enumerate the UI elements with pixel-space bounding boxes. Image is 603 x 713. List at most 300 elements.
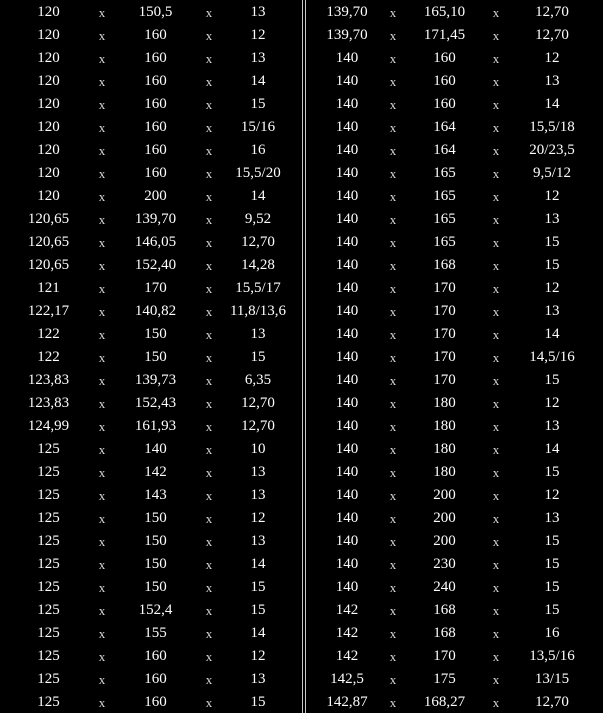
inner-diameter-cell: 120 [37,27,60,43]
table-row [306,70,603,93]
separator-x: x [98,557,106,572]
separator-x: x [98,626,106,641]
width-cell: 15 [250,602,266,618]
width-cell: 14 [250,625,266,641]
width-cell: 13 [250,671,266,687]
separator-x: x [389,465,397,480]
outer-diameter-cell: 165,10 [423,3,466,20]
outer-diameter-cell: 240 [433,579,456,595]
separator-x: x [389,396,397,411]
inner-diameter-cell: 140 [335,280,359,296]
outer-diameter-cell: 171,45 [423,27,466,43]
outer-diameter-cell: 150,5 [138,3,173,20]
table-row [0,645,302,668]
outer-diameter-cell: 140 [144,441,167,457]
separator-x: x [205,419,213,434]
width-cell: 15,5/17 [235,280,281,296]
table-row [306,438,603,461]
table-row [0,323,302,346]
outer-diameter-cell: 230 [433,556,456,572]
table-row [306,208,603,231]
separator-x: x [98,350,106,365]
separator-x: x [98,212,106,227]
width-cell: 13 [544,418,560,434]
separator-x: x [205,396,213,411]
width-cell: 15 [250,579,266,595]
outer-diameter-cell: 139,70 [134,211,177,227]
inner-diameter-cell: 122,17 [27,303,70,319]
table-row [306,162,603,185]
width-cell: 13/15 [534,671,570,687]
inner-diameter-cell: 142 [335,602,359,618]
inner-diameter-cell: 125 [37,487,60,503]
inner-diameter-cell: 120,65 [27,257,70,273]
width-cell: 13 [250,487,266,503]
outer-diameter-cell: 200 [433,510,456,526]
outer-diameter-cell: 152,40 [134,257,177,273]
table-row [306,254,603,277]
inner-diameter-cell: 140 [335,326,359,342]
table-row [0,576,302,599]
outer-diameter-cell: 170 [433,648,456,664]
table-row [306,277,603,300]
outer-diameter-cell: 170 [144,280,167,296]
separator-x: x [492,488,500,503]
inner-diameter-cell: 122 [37,326,60,342]
table-row [0,231,302,254]
outer-diameter-cell: 143 [144,487,167,503]
width-cell: 15 [250,349,266,365]
outer-diameter-cell: 180 [433,395,456,411]
table-row [306,507,603,530]
separator-x: x [389,626,397,641]
width-cell: 15 [544,372,560,388]
separator-x: x [389,4,397,20]
inner-diameter-cell: 142,87 [326,694,368,710]
separator-x: x [205,580,213,595]
table-row [306,231,603,254]
separator-x: x [492,166,500,181]
inner-diameter-cell: 125 [37,464,60,480]
width-cell: 11,8/13,6 [229,303,287,319]
width-cell: 14 [250,188,266,204]
separator-x: x [98,97,106,112]
separator-x: x [492,143,500,158]
separator-x: x [98,28,106,43]
inner-diameter-cell: 140 [335,372,359,388]
table-row [306,47,603,70]
width-cell: 12 [544,50,560,66]
separator-x: x [98,304,106,319]
inner-diameter-cell: 140 [335,50,359,66]
inner-diameter-cell: 120 [37,73,60,89]
inner-diameter-cell: 140 [335,142,359,158]
separator-x: x [98,396,106,411]
table-row [0,277,302,300]
table-row [306,415,603,438]
separator-x: x [492,534,500,549]
table-row [0,392,302,415]
separator-x: x [389,511,397,526]
width-cell: 14 [544,326,560,342]
table-row [306,0,603,24]
table-row [0,93,302,116]
inner-diameter-cell: 140 [335,556,359,572]
inner-diameter-cell: 120 [37,165,60,181]
width-cell: 12 [250,648,266,664]
width-cell: 14 [250,556,266,572]
outer-diameter-cell: 140,82 [134,303,177,319]
table-row [0,507,302,530]
table-row [306,622,603,645]
width-cell: 12 [544,487,560,503]
separator-x: x [389,51,397,66]
separator-x: x [98,580,106,595]
width-cell: 12 [544,395,560,411]
separator-x: x [98,51,106,66]
inner-diameter-cell: 120 [37,96,60,112]
table-row [0,553,302,576]
width-cell: 20/23,5 [529,142,575,158]
separator-x: x [492,4,500,20]
separator-x: x [98,603,106,618]
outer-diameter-cell: 170 [433,349,456,365]
width-cell: 13 [250,3,266,20]
separator-x: x [205,603,213,618]
separator-x: x [98,442,106,457]
separator-x: x [492,212,500,227]
width-cell: 12,70 [241,418,275,434]
right-size-table-body [306,0,603,713]
inner-diameter-cell: 139,70 [326,27,368,43]
separator-x: x [492,695,500,710]
width-cell: 15,5/18 [529,119,575,135]
inner-diameter-cell: 140 [335,349,359,365]
width-cell: 15 [544,602,560,618]
separator-x: x [389,235,397,250]
table-row [0,346,302,369]
separator-x: x [492,258,500,273]
separator-x: x [389,304,397,319]
separator-x: x [492,350,500,365]
outer-diameter-cell: 160 [144,165,167,181]
width-cell: 10 [250,441,266,457]
outer-diameter-cell: 164 [433,142,456,158]
separator-x: x [389,166,397,181]
table-row [306,185,603,208]
separator-x: x [98,695,106,710]
width-cell: 13 [250,50,266,66]
separator-x: x [389,442,397,457]
separator-x: x [98,649,106,664]
inner-diameter-cell: 120,65 [27,234,70,250]
width-cell: 9,5/12 [533,165,571,181]
table-row [0,622,302,645]
width-cell: 13 [250,326,266,342]
separator-x: x [205,74,213,89]
outer-diameter-cell: 160 [144,142,167,158]
right-size-table-panel [306,0,603,713]
inner-diameter-cell: 140 [335,73,359,89]
right-size-table [306,0,603,713]
table-row [306,139,603,162]
outer-diameter-cell: 161,93 [134,418,177,434]
outer-diameter-cell: 160 [144,50,167,66]
separator-x: x [205,235,213,250]
outer-diameter-cell: 168 [433,257,456,273]
outer-diameter-cell: 160 [144,648,167,664]
width-cell: 12 [544,280,560,296]
separator-x: x [492,327,500,342]
separator-x: x [205,258,213,273]
inner-diameter-cell: 142 [335,648,359,664]
separator-x: x [98,235,106,250]
width-cell: 15 [250,96,266,112]
separator-x: x [205,534,213,549]
width-cell: 12 [250,510,266,526]
separator-x: x [389,28,397,43]
outer-diameter-cell: 150 [144,326,167,342]
inner-diameter-cell: 125 [37,579,60,595]
width-cell: 14,5/16 [529,349,575,365]
table-row [306,576,603,599]
outer-diameter-cell: 152,43 [134,395,177,411]
separator-x: x [389,488,397,503]
separator-x: x [492,97,500,112]
width-cell: 16 [250,142,266,158]
inner-diameter-cell: 120 [37,188,60,204]
width-cell: 15 [544,556,560,572]
outer-diameter-cell: 160 [433,73,456,89]
width-cell: 12,70 [535,694,569,710]
separator-x: x [389,649,397,664]
outer-diameter-cell: 160 [144,96,167,112]
outer-diameter-cell: 168,27 [423,694,466,710]
outer-diameter-cell: 165 [433,234,456,250]
width-cell: 16 [544,625,560,641]
table-row [306,461,603,484]
table-row [0,668,302,691]
separator-x: x [205,465,213,480]
outer-diameter-cell: 165 [433,165,456,181]
separator-x: x [492,396,500,411]
table-row [0,484,302,507]
separator-x: x [492,557,500,572]
separator-x: x [492,51,500,66]
table-row [306,484,603,507]
separator-x: x [205,143,213,158]
separator-x: x [98,189,106,204]
separator-x: x [389,419,397,434]
width-cell: 15/16 [240,119,276,135]
outer-diameter-cell: 160 [144,27,167,43]
separator-x: x [98,120,106,135]
width-cell: 15 [544,579,560,595]
table-row [306,599,603,622]
width-cell: 15,5/20 [235,165,281,181]
table-row [0,24,302,47]
outer-diameter-cell: 168 [433,625,456,641]
inner-diameter-cell: 140 [335,119,359,135]
outer-diameter-cell: 155 [144,625,167,641]
inner-diameter-cell: 125 [37,671,60,687]
separator-x: x [205,97,213,112]
inner-diameter-cell: 140 [335,257,359,273]
separator-x: x [389,212,397,227]
inner-diameter-cell: 140 [335,533,359,549]
width-cell: 12,70 [241,234,275,250]
table-row [306,116,603,139]
separator-x: x [492,304,500,319]
inner-diameter-cell: 125 [37,533,60,549]
width-cell: 6,35 [244,372,272,388]
inner-diameter-cell: 140 [335,487,359,503]
width-cell: 13 [250,464,266,480]
separator-x: x [98,166,106,181]
table-row [0,0,302,24]
separator-x: x [205,488,213,503]
separator-x: x [389,373,397,388]
separator-x: x [389,580,397,595]
inner-diameter-cell: 121 [37,280,60,296]
width-cell: 13 [544,303,560,319]
separator-x: x [205,511,213,526]
separator-x: x [205,373,213,388]
table-row [0,254,302,277]
separator-x: x [389,97,397,112]
separator-x: x [98,143,106,158]
inner-diameter-cell: 140 [335,510,359,526]
width-cell: 12 [250,27,266,43]
table-row [0,369,302,392]
table-row [306,323,603,346]
inner-diameter-cell: 123,83 [27,372,70,388]
table-row [0,461,302,484]
inner-diameter-cell: 125 [37,510,60,526]
width-cell: 13 [250,533,266,549]
table-row [306,645,603,668]
inner-diameter-cell: 140 [335,165,359,181]
width-cell: 14 [250,73,266,89]
outer-diameter-cell: 152,4 [138,602,173,618]
outer-diameter-cell: 200 [433,533,456,549]
separator-x: x [492,442,500,457]
width-cell: 13 [544,211,560,227]
inner-diameter-cell: 140 [335,395,359,411]
inner-diameter-cell: 125 [37,441,60,457]
width-cell: 14 [544,96,560,112]
separator-x: x [98,4,106,20]
separator-x: x [492,626,500,641]
separator-x: x [492,235,500,250]
table-row [306,668,603,691]
outer-diameter-cell: 150 [144,510,167,526]
inner-diameter-cell: 142,5 [330,671,364,687]
separator-x: x [205,166,213,181]
separator-x: x [492,373,500,388]
outer-diameter-cell: 180 [433,441,456,457]
table-row [0,691,302,713]
separator-x: x [205,442,213,457]
table-row [0,116,302,139]
outer-diameter-cell: 200 [433,487,456,503]
outer-diameter-cell: 168 [433,602,456,618]
separator-x: x [389,120,397,135]
inner-diameter-cell: 120 [37,119,60,135]
separator-x: x [389,534,397,549]
width-cell: 13 [544,510,560,526]
table-row [0,300,302,323]
separator-x: x [205,212,213,227]
separator-x: x [492,672,500,687]
separator-x: x [389,281,397,296]
separator-x: x [492,28,500,43]
separator-x: x [205,695,213,710]
outer-diameter-cell: 150 [144,533,167,549]
separator-x: x [389,695,397,710]
separator-x: x [205,28,213,43]
separator-x: x [205,350,213,365]
width-cell: 14 [544,441,560,457]
separator-x: x [389,258,397,273]
outer-diameter-cell: 139,73 [134,372,177,388]
outer-diameter-cell: 150 [144,349,167,365]
separator-x: x [98,258,106,273]
inner-diameter-cell: 120 [37,3,60,20]
separator-x: x [205,672,213,687]
separator-x: x [492,580,500,595]
separator-x: x [205,649,213,664]
table-row [306,93,603,116]
separator-x: x [205,557,213,572]
separator-x: x [205,189,213,204]
table-row [306,691,603,713]
table-row [306,392,603,415]
outer-diameter-cell: 180 [433,418,456,434]
outer-diameter-cell: 160 [433,50,456,66]
outer-diameter-cell: 150 [144,579,167,595]
table-row [0,208,302,231]
outer-diameter-cell: 142 [144,464,167,480]
separator-x: x [492,120,500,135]
outer-diameter-cell: 165 [433,188,456,204]
separator-x: x [492,603,500,618]
outer-diameter-cell: 160 [144,671,167,687]
table-row [306,346,603,369]
inner-diameter-cell: 125 [37,556,60,572]
column-divider-line [302,0,303,713]
inner-diameter-cell: 140 [335,188,359,204]
separator-x: x [98,419,106,434]
separator-x: x [205,281,213,296]
outer-diameter-cell: 180 [433,464,456,480]
separator-x: x [389,74,397,89]
inner-diameter-cell: 125 [37,602,60,618]
width-cell: 12,70 [535,27,569,43]
inner-diameter-cell: 140 [335,441,359,457]
outer-diameter-cell: 164 [433,119,456,135]
width-cell: 13,5/16 [529,648,575,664]
width-cell: 15 [544,464,560,480]
table-row [0,70,302,93]
inner-diameter-cell: 140 [335,418,359,434]
separator-x: x [492,649,500,664]
separator-x: x [98,465,106,480]
separator-x: x [389,350,397,365]
separator-x: x [98,488,106,503]
inner-diameter-cell: 142 [335,625,359,641]
outer-diameter-cell: 170 [433,303,456,319]
